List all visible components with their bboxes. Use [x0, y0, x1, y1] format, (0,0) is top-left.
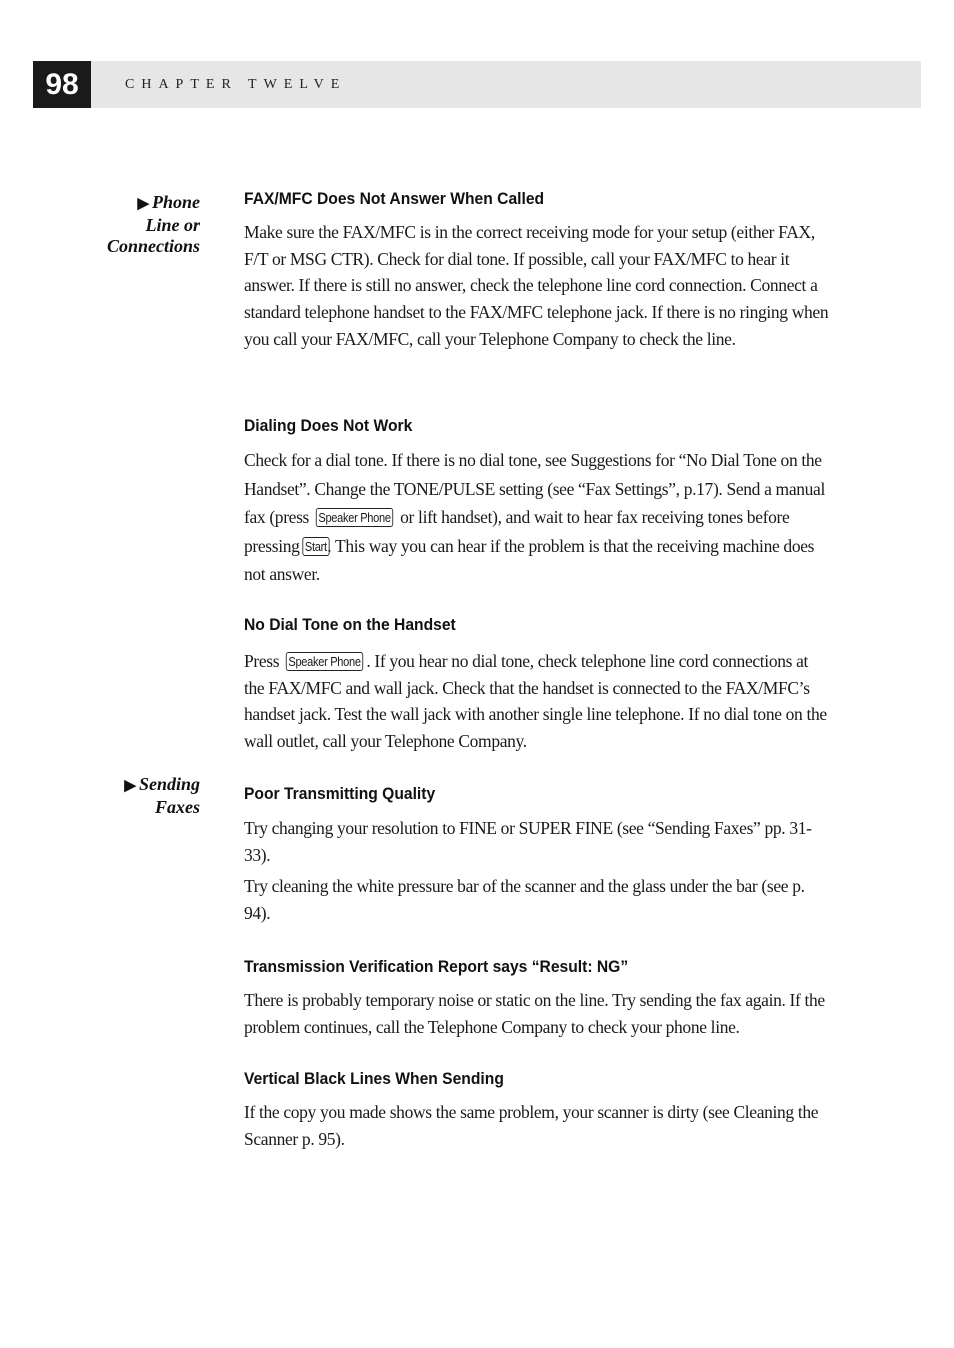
section-vertical-lines	[244, 1069, 829, 1152]
page-number: 98	[33, 61, 91, 108]
section-dialing	[244, 416, 829, 589]
section-body: Make sure the FAX/MFC is in the correct receiving mode for your setup (either FAX, F/T or MSG CTR). Check for dial tone. If possible, call your FAX/MFC to hear it answer. If there is still no answer, check the telephone line cord connection. Connect a standard telephone handset to the FAX/MFC telephone jack. If there is no ringing when you call your FAX/MFC, call your Telephone Company to check the line.	[244, 222, 829, 349]
section-transmission-report	[244, 957, 829, 1040]
margin-note-sending-faxes	[60, 774, 200, 818]
section-heading: Vertical Black Lines When Sending	[244, 1069, 504, 1088]
margin-note-line: Connections	[106, 236, 200, 256]
section-heading: Poor Transmitting Quality	[244, 784, 436, 803]
section-heading: Transmission Verification Report says “Result: NG”	[244, 957, 629, 976]
section-heading: Dialing Does Not Work	[244, 416, 413, 435]
body-text: . If you hear no dial tone, check telephone line cord connections at the FAX/MFC and wall jack. Check that the handset is connected to the FAX/MFC’s handset jack. Test the wall jack with another single line telephone. If no dial tone on the wall outlet, call your Telephone Company.	[244, 651, 827, 752]
section-no-dial-tone	[244, 615, 829, 755]
body-text: . This way you can hear if the problem is that the receiving machine does not answer.	[244, 535, 815, 584]
margin-note-line: Sending	[138, 774, 200, 794]
chapter-header	[33, 61, 921, 108]
body-text: Check for a dial tone. If there is no dial tone, see Suggestions for “No Dial Tone on the Handset”. Change the TONE/PULSE setting (see “Fax Settings”, p.17). Send a manual fax (press	[244, 450, 825, 527]
section-body: There is probably temporary noise or static on the line. Try sending the fax again. If the problem continues, call the Telephone Company to check your phone line.	[244, 990, 825, 1037]
speaker-phone-key: Speaker Phone	[286, 652, 363, 671]
section-fax-not-answer	[244, 189, 829, 353]
triangle-right-icon: ▶	[137, 196, 149, 212]
section-poor-quality	[244, 784, 829, 927]
section-body	[244, 446, 829, 589]
speaker-phone-key: Speaker Phone	[316, 508, 393, 527]
section-body: Try changing your resolution to FINE or SUPER FINE (see “Sending Faxes” pp. 31-33).	[244, 818, 812, 865]
body-text: or lift handset), and wait to hear fax receiving tones before pressing	[244, 507, 790, 556]
section-heading: FAX/MFC Does Not Answer When Called	[244, 189, 545, 208]
section-body	[244, 648, 829, 755]
start-key: Start	[302, 537, 329, 556]
section-body: If the copy you made shows the same problem, your scanner is dirty (see Cleaning the Scanner p. 95).	[244, 1102, 819, 1149]
margin-note-phone-line	[60, 192, 200, 257]
section-heading: No Dial Tone on the Handset	[244, 615, 456, 634]
section-body: Try cleaning the white pressure bar of the scanner and the glass under the bar (see p. 94).	[244, 876, 805, 924]
body-text: Press	[244, 651, 284, 671]
margin-note-line: Phone	[151, 192, 200, 212]
chapter-title: CHAPTER TWELVE	[125, 77, 347, 92]
triangle-right-icon: ▶	[124, 778, 136, 794]
margin-note-line: Faxes	[155, 797, 200, 817]
margin-note-line: Line or	[145, 215, 200, 235]
